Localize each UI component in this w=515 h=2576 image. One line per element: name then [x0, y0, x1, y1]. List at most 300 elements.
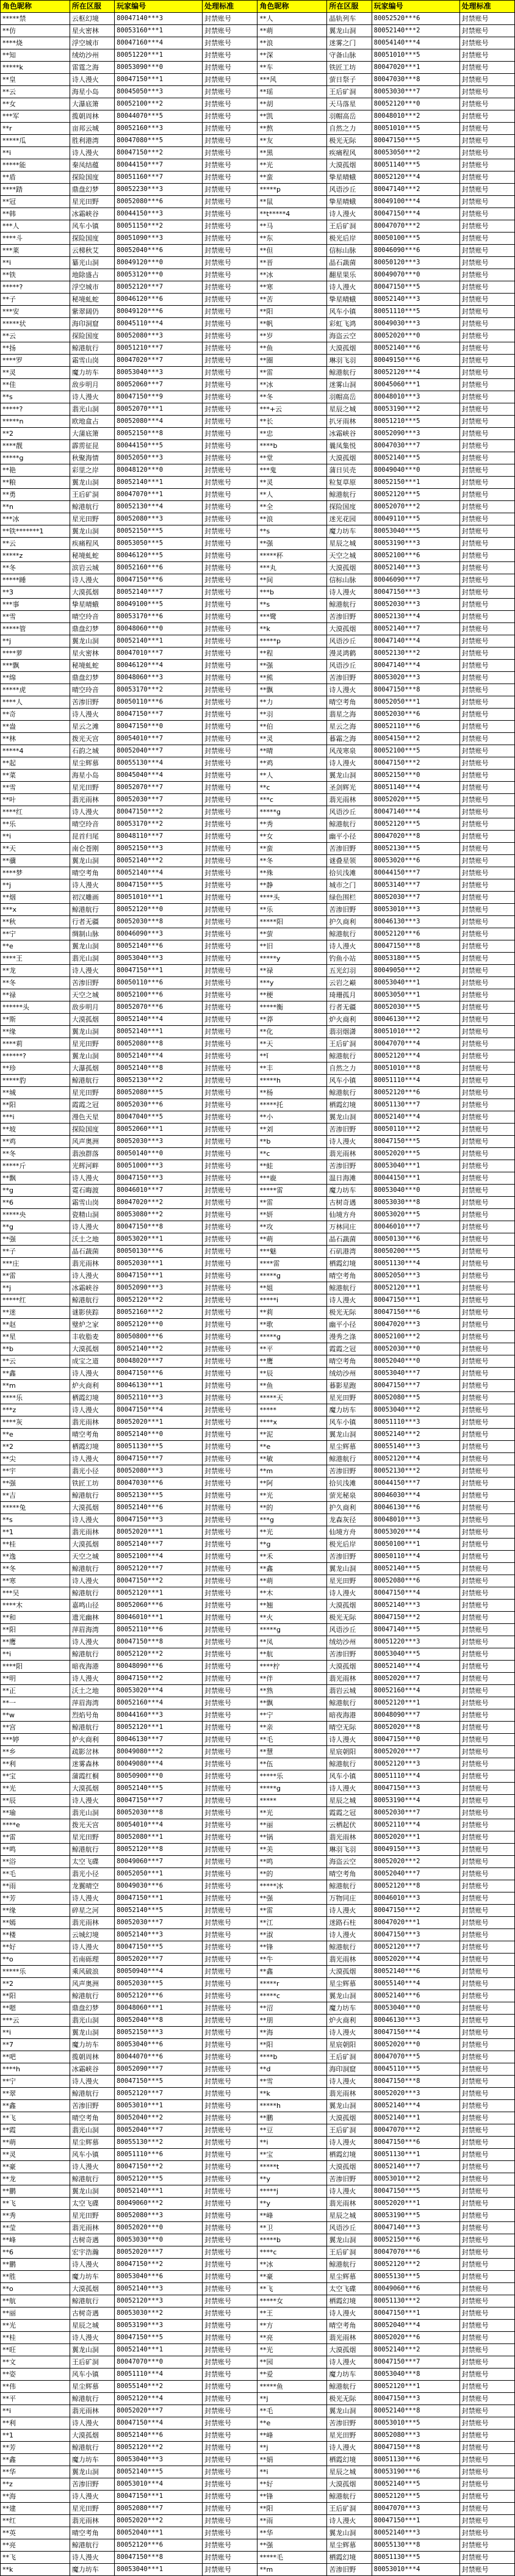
server-cell: 苦渗旧野 [70, 977, 114, 989]
server-cell: 鲸港航行 [327, 2381, 372, 2393]
player-id-cell: 80047150***4 [372, 208, 459, 220]
server-cell: 风车小镇 [327, 306, 372, 318]
role-name-cell: **冬 [1, 562, 70, 574]
table-row [1, 1709, 515, 1722]
rule-cell: 封禁账号 [459, 2356, 514, 2369]
role-name-cell: **女 [258, 831, 327, 843]
role-name-cell: **佳 [1, 379, 70, 391]
rule-cell: 封禁账号 [459, 367, 514, 379]
server-cell: 诗人漫火 [70, 147, 114, 159]
server-cell: 翡光山洞 [70, 2124, 114, 2137]
player-id-cell: 80047140***5 [372, 1624, 459, 1636]
table-row [1, 2295, 515, 2307]
player-id-cell: 80052160***2 [115, 1307, 203, 1319]
role-name-cell: **和 [1, 1612, 70, 1624]
rule-cell: 封禁账号 [203, 513, 258, 525]
server-cell: 大瀑底箫 [70, 98, 114, 110]
role-name-cell: **胜 [1, 2271, 70, 2283]
player-id-cell: 80046010***1 [115, 1612, 203, 1624]
player-id-cell: 80049150***6 [372, 355, 459, 367]
rule-cell: 封禁账号 [203, 2295, 258, 2307]
table-row [1, 1050, 515, 1063]
header-server-left: 所在区服 [70, 1, 114, 13]
server-cell: 护久商利 [327, 916, 372, 928]
player-id-cell: 80052020***0 [372, 2039, 459, 2051]
role-name-cell: **林 [1, 733, 70, 745]
rule-cell: 封禁账号 [459, 2198, 514, 2210]
role-name-cell: **丽 [258, 1819, 327, 1831]
role-name-cell: **7 [1, 2039, 70, 2051]
server-cell: 探险国度 [70, 1124, 114, 1136]
player-id-cell: 80053040***0 [372, 1185, 459, 1197]
table-row [1, 2515, 515, 2527]
server-cell: 仙境方舟 [327, 1526, 372, 1539]
rule-cell: 封禁账号 [459, 2295, 514, 2307]
rule-cell: 封禁账号 [459, 648, 514, 660]
player-id-cell: 80048060***1 [115, 2002, 203, 2015]
server-cell: 王后矿洞 [327, 86, 372, 98]
rule-cell: 封禁账号 [203, 1978, 258, 1990]
rule-cell: 封禁账号 [459, 1453, 514, 1465]
server-cell: 沃土之地 [70, 1233, 114, 1246]
table-row [1, 1185, 515, 1197]
player-id-cell: 80047140***4 [372, 806, 459, 818]
role-name-cell: **韩 [1, 208, 70, 220]
server-cell: 晶轨列车 [327, 13, 372, 25]
role-name-cell: **o [1, 1954, 70, 1966]
server-cell: 自然之力 [327, 123, 372, 135]
server-cell: 大漠孤烟 [70, 2283, 114, 2295]
player-id-cell: 80047020***8 [372, 831, 459, 843]
rule-cell: 封禁账号 [459, 794, 514, 806]
role-name-cell: **c [258, 1148, 327, 1160]
rule-cell: 封禁账号 [203, 2100, 258, 2112]
server-cell: 萍眉海湾 [70, 1697, 114, 1709]
server-cell: 大漠孤烟 [327, 1966, 372, 1978]
role-name-cell: **i [1, 2027, 70, 2039]
player-id-cell: 80052040***1 [115, 2527, 203, 2539]
rule-cell: 封禁账号 [459, 1892, 514, 1905]
player-id-cell: 80045110***4 [115, 318, 203, 330]
rule-cell: 封禁账号 [203, 1258, 258, 1270]
server-cell: 诗人漫火 [327, 1294, 372, 1307]
rule-cell: 封禁账号 [459, 2149, 514, 2161]
role-name-cell: **冰 [258, 379, 327, 391]
server-cell: 南仑苍刚 [70, 843, 114, 855]
rule-cell: 封禁账号 [203, 233, 258, 245]
role-name-cell: ****阳 [1, 1661, 70, 1673]
server-cell: 行者无疆 [327, 1001, 372, 1014]
server-cell: 翼龙山洞 [327, 25, 372, 37]
player-id-cell: 80052120***7 [115, 1563, 203, 1575]
role-name-cell: **m [258, 2564, 327, 2576]
rule-cell: 封禁账号 [203, 2527, 258, 2539]
role-name-cell: **航 [258, 1648, 327, 1661]
table-row [1, 62, 515, 74]
table-row [1, 2491, 515, 2503]
player-id-cell: 80050940***4 [115, 1966, 203, 1978]
server-cell: 魔力坊车 [70, 2039, 114, 2051]
server-cell: 大漠孤烟 [70, 586, 114, 599]
server-cell: 鲸港航行 [327, 928, 372, 940]
rule-cell: 封禁账号 [459, 989, 514, 1001]
rule-cell: 封禁账号 [459, 1539, 514, 1551]
table-row [1, 1343, 515, 1355]
rule-cell: 封禁账号 [203, 2161, 258, 2173]
server-cell: 疾痛程风 [327, 147, 372, 159]
player-id-cell: 80053120***0 [115, 269, 203, 281]
role-name-cell: **飘 [258, 1697, 327, 1709]
player-id-cell: 80052020***4 [372, 1954, 459, 1966]
player-id-cell: 80052020***5 [372, 794, 459, 806]
table-row [1, 1624, 515, 1636]
role-name-cell: **峰 [258, 2430, 327, 2442]
rule-cell: 封禁账号 [459, 1307, 514, 1319]
role-name-cell: ****木 [1, 1600, 70, 1612]
player-id-cell: 80045050***3 [115, 86, 203, 98]
server-cell: 古树奇遇 [70, 2307, 114, 2320]
role-name-cell: *****g [258, 1783, 327, 1795]
server-cell: 雷霆之海 [70, 62, 114, 74]
table-row [1, 379, 515, 391]
player-id-cell: 80048090***7 [372, 1709, 459, 1722]
table-row [1, 2161, 515, 2173]
player-id-cell: 80052140***5 [115, 1905, 203, 1917]
server-cell: 暗夜海港 [327, 1709, 372, 1722]
table-row [1, 1551, 515, 1563]
rule-cell: 封禁账号 [203, 2332, 258, 2344]
rule-cell: 封禁账号 [203, 501, 258, 513]
player-id-cell: 80052130***4 [115, 501, 203, 513]
rule-cell: 封禁账号 [459, 1282, 514, 1294]
player-id-cell: 80051110***3 [372, 1416, 459, 1429]
role-name-cell: **勇 [1, 489, 70, 501]
server-cell: 星云之滩 [70, 721, 114, 733]
player-id-cell: 80047150***6 [372, 2137, 459, 2149]
rule-cell: 封禁账号 [459, 2234, 514, 2246]
player-id-cell: 80046120***4 [115, 660, 203, 672]
rule-cell: 封禁账号 [459, 1819, 514, 1831]
player-id-cell: 80052090***3 [115, 1282, 203, 1294]
player-id-cell: 80051010***8 [372, 1063, 459, 1075]
server-cell: 挚星晴蛾 [70, 599, 114, 611]
server-cell: 翡光雨林 [327, 1831, 372, 1844]
role-name-cell: ***飘 [1, 660, 70, 672]
table-row [1, 391, 515, 403]
role-name-cell: *****兔 [1, 1502, 70, 1514]
role-name-cell: **子 [1, 294, 70, 306]
player-id-cell: 80047030***7 [372, 440, 459, 452]
table-row [1, 2283, 515, 2295]
rule-cell: 封禁账号 [459, 1160, 514, 1172]
rule-cell: 封禁账号 [203, 550, 258, 562]
role-name-cell: **灵 [258, 477, 327, 489]
player-id-cell: 80052040***4 [372, 2320, 459, 2332]
table-row [1, 220, 515, 233]
table-row [1, 1563, 515, 1575]
player-id-cell: 80052230***3 [115, 184, 203, 196]
table-row [1, 525, 515, 538]
server-cell: 鲸港航行 [327, 1941, 372, 1954]
rule-cell: 封禁账号 [203, 965, 258, 977]
player-id-cell: 80047150***4 [115, 2417, 203, 2430]
table-row [1, 403, 515, 416]
role-name-cell: **龙 [1, 965, 70, 977]
server-cell: 风语沙丘 [327, 635, 372, 648]
table-row [1, 550, 515, 562]
server-cell: 翼龙山洞 [327, 2527, 372, 2539]
rule-cell: 封禁账号 [459, 428, 514, 440]
role-name-cell: **芳 [1, 1892, 70, 1905]
role-name-cell: **珍 [1, 1063, 70, 1075]
rule-cell: 封禁账号 [459, 1172, 514, 1185]
rule-cell: 封禁账号 [459, 1673, 514, 1685]
rule-cell: 封禁账号 [459, 1722, 514, 1734]
role-name-cell: **桂 [1, 1539, 70, 1551]
rule-cell: 封禁账号 [459, 2307, 514, 2320]
player-id-cell: 80047140***4 [372, 635, 459, 648]
player-id-cell: 80044150***1 [372, 1172, 459, 1185]
server-cell: 翼龙山洞 [70, 855, 114, 867]
role-name-cell: **华 [1, 2466, 70, 2478]
table-row [1, 733, 515, 745]
player-id-cell: 80052120***4 [372, 1453, 459, 1465]
server-cell: 若南砾理 [70, 1954, 114, 1966]
player-id-cell: 80050800***6 [115, 1331, 203, 1343]
role-name-cell: *****乐 [258, 1770, 327, 1783]
rule-cell: 封禁账号 [203, 1014, 258, 1026]
player-id-cell: 80044150***3 [115, 208, 203, 220]
table-row [1, 1978, 515, 1990]
rule-cell: 封禁账号 [203, 2539, 258, 2552]
server-cell: 萤日祭子 [327, 74, 372, 86]
rule-cell: 封禁账号 [459, 550, 514, 562]
player-id-cell: 80047150***0 [372, 1734, 459, 1746]
role-name-cell: ***丸 [258, 562, 327, 574]
rule-cell: 封禁账号 [203, 440, 258, 452]
rule-cell: 封禁账号 [459, 1477, 514, 1490]
player-id-cell: 80052150***1 [372, 477, 459, 489]
server-cell: 诗人漫火 [70, 2076, 114, 2088]
player-id-cell: 80052080***3 [115, 2210, 203, 2222]
table-row [1, 1685, 515, 1697]
rule-cell: 封禁账号 [459, 1087, 514, 1099]
player-id-cell: 80048060***0 [115, 623, 203, 635]
role-name-cell: **冰 [258, 2259, 327, 2271]
role-name-cell: **熟 [258, 1685, 327, 1697]
player-id-cell: 80047150***3 [372, 586, 459, 599]
player-id-cell: 80053190***5 [372, 2210, 459, 2222]
player-id-cell: 80052140***6 [115, 2430, 203, 2442]
player-id-cell: 80053040***7 [372, 1368, 459, 1380]
role-name-cell: **红 [1, 2515, 70, 2527]
server-cell: 大漠孤烟 [70, 1783, 114, 1795]
server-cell: 鲸港航行 [70, 1563, 114, 1575]
rule-cell: 封禁账号 [459, 745, 514, 757]
server-cell: 琳羽飞羽 [327, 355, 372, 367]
player-id-cell: 80045060***1 [372, 379, 459, 391]
table-row [1, 1673, 515, 1685]
table-row [1, 1636, 515, 1648]
player-id-cell: 80055130***5 [372, 2271, 459, 2283]
table-row [1, 1648, 515, 1661]
role-name-cell: **忠 [258, 428, 327, 440]
role-name-cell: *****4 [1, 745, 70, 757]
table-row [1, 2271, 515, 2283]
role-name-cell: **毛 [258, 1734, 327, 1746]
role-name-cell: **鹰 [1, 1636, 70, 1648]
table-row [1, 1758, 515, 1770]
server-cell: 翡光雨林 [70, 2222, 114, 2234]
server-cell: 翡光雨林 [327, 2332, 372, 2344]
player-id-cell: 80052080***3 [372, 2430, 459, 2442]
player-id-cell: 80052080***4 [115, 416, 203, 428]
role-name-cell: **平 [1, 2393, 70, 2405]
role-name-cell: **姐 [258, 1282, 327, 1294]
table-row [1, 2137, 515, 2149]
player-id-cell: 80052140***8 [115, 1063, 203, 1075]
server-cell: 迷雾森林 [70, 1758, 114, 1770]
player-id-cell: 80047150***1 [115, 1270, 203, 1282]
rule-cell: 封禁账号 [459, 2381, 514, 2393]
player-id-cell: 80052030***7 [115, 794, 203, 806]
player-id-cell: 80052020***1 [372, 2198, 459, 2210]
role-name-cell: **锋 [258, 2491, 327, 2503]
header-player-id-left: 玩家编号 [115, 1, 203, 13]
player-id-cell: 80051130***1 [372, 2149, 459, 2161]
server-cell: 栖霞幻境 [327, 2454, 372, 2466]
role-name-cell: **萌 [258, 1575, 327, 1587]
server-cell: 风语沙丘 [327, 660, 372, 672]
player-id-cell: 80049030***6 [115, 1880, 203, 1892]
server-cell: 翡光雨林 [327, 1954, 372, 1966]
rule-cell: 封禁账号 [459, 1416, 514, 1429]
rule-cell: 封禁账号 [459, 171, 514, 184]
rule-cell: 封禁账号 [459, 25, 514, 37]
server-cell: 大漠孤烟 [327, 1661, 372, 1673]
role-name-cell: ****b [258, 440, 327, 452]
server-cell: 鲸港航行 [327, 1282, 372, 1294]
server-cell: 翼龙山洞 [70, 2466, 114, 2478]
rule-cell: 封禁账号 [459, 916, 514, 928]
player-id-cell: 80052030***7 [372, 1807, 459, 1819]
rule-cell: 封禁账号 [459, 1954, 514, 1966]
server-cell: 星光田野 [70, 196, 114, 208]
role-name-cell: **s [258, 599, 327, 611]
player-id-cell: 80050120***3 [372, 257, 459, 269]
role-name-cell: **建 [1, 2503, 70, 2515]
role-name-cell: **鱼 [258, 1380, 327, 1392]
player-id-cell: 80052080***3 [115, 1465, 203, 1477]
role-name-cell: **坡 [1, 1124, 70, 1136]
player-id-cell: 80052110***3 [115, 1392, 203, 1404]
role-name-cell: **2 [1, 1441, 70, 1453]
role-name-cell: *****管 [1, 623, 70, 635]
player-id-cell: 80047030***8 [372, 74, 459, 86]
server-cell: 紫翠阔仍 [70, 306, 114, 318]
role-name-cell: **姿 [1, 2369, 70, 2381]
table-row [1, 843, 515, 855]
role-name-cell: **2 [1, 428, 70, 440]
player-id-cell: 80046130***3 [372, 916, 459, 928]
role-name-cell: **鹏 [1, 2259, 70, 2271]
player-id-cell: 80052030***1 [115, 1258, 203, 1270]
rule-cell: 封禁账号 [203, 98, 258, 110]
rule-cell: 封禁账号 [459, 245, 514, 257]
role-name-cell: **b [258, 1136, 327, 1148]
role-name-cell: **宝 [1, 1770, 70, 1783]
player-id-cell: 80052140***7 [115, 586, 203, 599]
role-name-cell: **亲 [258, 1722, 327, 1734]
player-id-cell: 80052030***7 [372, 892, 459, 904]
table-row [1, 464, 515, 477]
rule-cell: 封禁账号 [203, 586, 258, 599]
rule-cell: 封禁账号 [203, 672, 258, 684]
player-id-cell: 80048020***7 [115, 1355, 203, 1368]
player-id-cell: 80051140***4 [372, 782, 459, 794]
server-cell: 晴空考角 [327, 2320, 372, 2332]
rule-cell: 封禁账号 [459, 440, 514, 452]
role-name-cell: **y [258, 2173, 327, 2185]
table-row [1, 123, 515, 135]
player-id-cell: 80052060***7 [115, 379, 203, 391]
rule-cell: 封禁账号 [459, 1124, 514, 1136]
server-cell: 海星小岛 [70, 86, 114, 98]
player-id-cell: 80050100***1 [372, 1539, 459, 1551]
rule-cell: 封禁账号 [203, 2503, 258, 2515]
player-id-cell: 80047010***7 [115, 648, 203, 660]
role-name-cell: **雪 [1, 611, 70, 623]
server-cell: 五光幻羽 [327, 965, 372, 977]
player-id-cell: 80052020***6 [372, 2332, 459, 2344]
role-name-cell: **o [1, 2283, 70, 2295]
role-name-cell: **东 [258, 233, 327, 245]
role-name-cell: *****g [258, 1624, 327, 1636]
role-name-cell: ***莱 [1, 245, 70, 257]
rule-cell: 封禁账号 [459, 464, 514, 477]
server-cell: 琦珊孤月 [327, 989, 372, 1001]
player-id-cell: 80052050***1 [372, 696, 459, 709]
player-id-cell: 80047070***2 [372, 2124, 459, 2137]
role-name-cell: **雷 [258, 1197, 327, 1209]
rule-cell: 封禁账号 [459, 1490, 514, 1502]
server-cell: 昆首归尾 [70, 831, 114, 843]
server-cell: 翼龙山洞 [70, 477, 114, 489]
role-name-cell: **阳 [1, 1990, 70, 2002]
player-id-cell: 80052040***6 [115, 245, 203, 257]
rule-cell: 封禁账号 [459, 2027, 514, 2039]
player-id-cell: 80049040***0 [372, 464, 459, 477]
player-id-cell: 80051110***4 [372, 1770, 459, 1783]
player-id-cell: 80052140***2 [115, 1343, 203, 1355]
role-name-cell: **毛 [1, 1868, 70, 1880]
server-cell: 绒幼沙州 [70, 49, 114, 62]
rule-cell: 封禁账号 [459, 1624, 514, 1636]
rule-cell: 封禁账号 [203, 110, 258, 123]
server-cell: 大漠孤烟 [327, 342, 372, 355]
role-name-cell: *****c [258, 1990, 327, 2002]
player-id-cell: 80047020***1 [372, 62, 459, 74]
server-cell: 苦渗旧野 [327, 1160, 372, 1172]
player-id-cell: 80052160***3 [115, 123, 203, 135]
server-cell: 大漠孤烟 [327, 159, 372, 171]
role-name-cell: **r [1, 123, 70, 135]
table-row [1, 269, 515, 281]
server-cell: 鲸港航行 [70, 2393, 114, 2405]
role-name-cell: ****王 [1, 953, 70, 965]
role-name-cell: ***鬼 [258, 464, 327, 477]
player-id-cell: 80055140***3 [372, 1441, 459, 1453]
